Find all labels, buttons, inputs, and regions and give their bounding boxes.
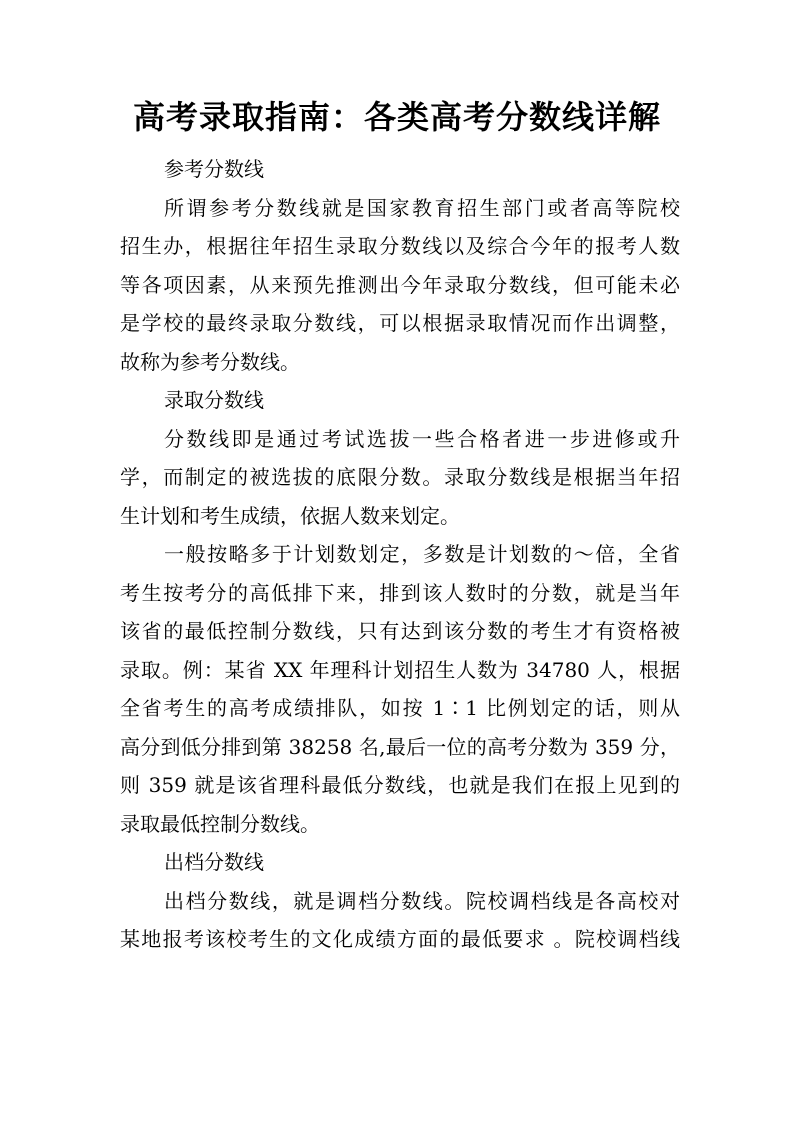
- paragraph-line: 故称为参考分数线。: [120, 349, 300, 374]
- section-heading-admission-score: 录取分数线: [164, 388, 264, 412]
- paragraph-line: 该省的最低控制分数线，只有达到该分数的考生才有资格被: [120, 619, 680, 643]
- paragraph-line: 生计划和考生成绩，依据人数来划定。: [120, 503, 460, 528]
- paragraph-line: 学，而制定的被选拔的底限分数。录取分数线是根据当年招: [120, 465, 680, 489]
- paragraph-line: 分数线即是通过考试选拔一些合格者进一步进修或升: [164, 426, 680, 451]
- paragraph-line: 高分到低分排到第 38258 名,最后一位的高考分数为 359 分，: [120, 734, 680, 759]
- paragraph: [120, 420, 680, 536]
- paragraph-line: 招生办，根据往年招生录取分数线以及综合今年的报考人数: [120, 234, 680, 258]
- paragraph-line: 是学校的最终录取分数线，可以根据录取情况而作出调整，: [120, 311, 680, 335]
- section-heading-reference-score: 参考分数线: [164, 157, 264, 181]
- paragraph-line: 出档分数线，就是调档分数线。院校调档线是各高校对: [164, 888, 680, 913]
- paragraph-line: 录取最低控制分数线。: [120, 811, 320, 836]
- paragraph-line: 则 359 就是该省理科最低分数线，也就是我们在报上见到的: [120, 773, 680, 797]
- paragraph-line: 录取。例：某省 XX 年理科计划招生人数为 34780 人，根据: [120, 657, 680, 682]
- paragraph: [120, 535, 680, 843]
- paragraph-line: 全省考生的高考成绩排队，如按 1∶1 比例划定的话，则从: [120, 696, 680, 720]
- document-title: 高考录取指南：各类高考分数线详解: [132, 98, 661, 136]
- paragraph-line: 等各项因素，从来预先推测出今年录取分数线，但可能未必: [120, 272, 680, 297]
- paragraph-line: 所谓参考分数线就是国家教育招生部门或者高等院校: [164, 195, 680, 220]
- paragraph: [120, 882, 680, 959]
- paragraph-line: 一般按略多于计划数划定，多数是计划数的～倍，全省: [164, 542, 680, 566]
- paragraph-line: 考生按考分的高低排下来，排到该人数时的分数，就是当年: [120, 580, 680, 605]
- section-heading-file-score: 出档分数线: [164, 850, 264, 874]
- paragraph-line: 某地报考该校考生的文化成绩方面的最低要求 。院校调档线: [120, 927, 680, 951]
- paragraph: [120, 189, 680, 382]
- document-body: [120, 150, 680, 959]
